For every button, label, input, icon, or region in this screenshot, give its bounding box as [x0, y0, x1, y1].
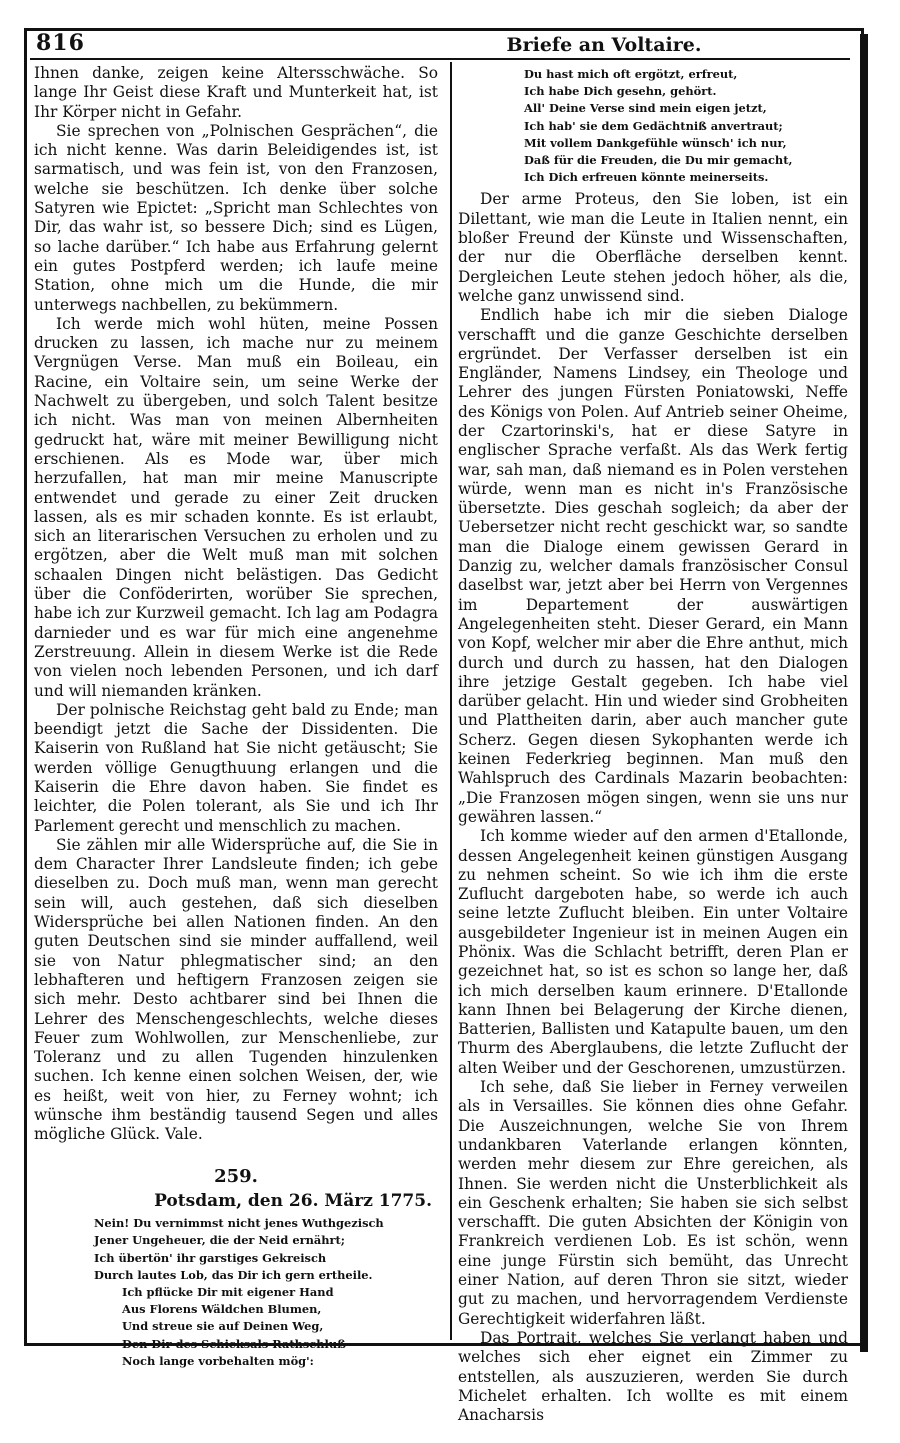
page-border-shadow — [860, 34, 868, 1352]
poem — [458, 66, 848, 186]
poem-line: Ich hab' sie dem Gedächtniß anvertraut; — [524, 118, 783, 133]
poem-line: Ich Dich erfreuen könnte meinerseits. — [524, 170, 769, 185]
poem-line: Ich habe Dich gesehn, gehört. — [524, 84, 717, 99]
column-divider — [450, 62, 452, 1340]
left-column — [34, 64, 438, 1374]
dateline: Potsdam, den 26. März 1775. — [154, 1190, 432, 1211]
poem-line: Mit vollem Dankgefühle wünsch' ich nur, — [524, 135, 787, 150]
page-header — [34, 30, 854, 56]
poem-line: All' Deine Verse sind mein eigen jetzt, — [524, 101, 767, 116]
poem-line: Ich übertön' ihr garstiges Gekreisch — [94, 1250, 327, 1265]
poem-line: Aus Florens Wäldchen Blumen, — [122, 1302, 322, 1317]
paragraph: Endlich habe ich mir die sieben Dialoge verschafft und die ganze Geschichte derselben ergründet. Der Verfasser derselben ist ein Engländer, Namens Lindsey, ein Theologe und Lehrer des jungen Fürsten Poniatowski, Neffe des Königs von Polen. Auf Antrieb seiner Oheime, der Czartorinski's, hat er diese Satyre in englischer Sprache verfaßt. Als das Werk fertig war, sah man, daß niemand es in Polen verstehen würde, wenn man es nicht in's Französische übersetzte. Dies geschah sogleich; da aber der Uebersetzer nicht recht geschickt war, so sandte man die Dialoge einem gewissen Gerard in Danzig zu, welcher damals französischer Consul daselbst war, jetzt aber bei Herrn von Vergennes im Departement der auswärtigen Angelegenheiten steht. Dieser Gerard, ein Mann von Kopf, welcher mir aber die Ehre anthut, mich durch und durch zu hassen, hat den Dialogen ihre jetzige Gestalt gegeben. Ich habe viel darüber gelacht. Hin und wieder sind Grobheiten und Plattheiten darin, aber auch mancher gute Scherz. Gegen diesen Sykophanten werde ich keinen Federkrieg beginnen. Man muß den Wahlspruch des Cardinals Mazarin beobachten: „Die Franzosen mögen singen, wenn sie uns nur gewähren lassen.“ — [458, 306, 848, 826]
header-rule — [30, 58, 850, 60]
poem-line: Jener Ungeheuer, die der Neid ernährt; — [94, 1233, 345, 1248]
poem-line: Ich pflücke Dir mit eigener Hand — [122, 1285, 334, 1300]
poem-line: Daß für die Freuden, die Du mir gemacht, — [524, 153, 793, 168]
poem-line: Den Dir des Schicksals Rathschluß — [122, 1336, 346, 1351]
running-title: Briefe an Voltaire. — [506, 34, 702, 56]
poem-line: Nein! Du vernimmst nicht jenes Wuthgezisch — [94, 1216, 384, 1231]
page-number: 816 — [36, 30, 85, 56]
poem-line: Und streue sie auf Deinen Weg, — [122, 1319, 324, 1334]
paragraph: Das Portrait, welches Sie verlangt haben und welches sich eher eignet ein Zimmer zu entstellen, als auszuzieren, werden Sie durch Michelet erhalten. Ich wollte es mit einem Anacharsis — [458, 1328, 848, 1425]
paragraph: Der arme Proteus, den Sie loben, ist ein Dilettant, wie man die Leute in Italien nennt, ein bloßer Freund der Künste und Wissenschaften, der nur die Oberfläche derselben kennt. Dergleichen Leute stehen jedoch höher, als die, welche ganz unwissend sind. — [458, 190, 848, 305]
paragraph: Ich komme wieder auf den armen d'Etallonde, dessen Angelegenheit keinen günstigen Ausgang zu nehmen scheint. So wie ich ihm die erste Zuflucht dargeboten habe, so werde ich auch seine letzte Zuflucht bleiben. Ein unter Voltaire ausgebildeter Ingenieur ist in meinen Augen ein Phönix. Was die Schlacht betrifft, deren Plan er gezeichnet hat, so ist es schon so lange her, daß ich mich derselben kaum erinnere. D'Etallonde kann Ihnen bei Belagerung der Kirche dienen, Batterien, Ballisten und Katapulte bauen, um den Thurm des Aberglaubens, die letzte Zuflucht der alten Weiber und der Geschorenen, umzustürzen. — [458, 827, 848, 1077]
paragraph: Der polnische Reichstag geht bald zu Ende; man beendigt jetzt die Sache der Dissidenten. Die Kaiserin von Rußland hat Sie nicht getäuscht; Sie werden völlige Genugthuung erlangen und die Kaiserin die Ehre davon haben. Sie findet es leichter, die Polen tolerant, als Sie und ich Ihr Parlement gerecht und menschlich zu machen. — [34, 700, 438, 835]
poem-line: Du hast mich oft ergötzt, erfreut, — [524, 67, 738, 81]
letter-number: 259. — [214, 1165, 258, 1187]
paragraph: Ihnen danke, zeigen keine Altersschwäche. So lange Ihr Geist diese Kraft und Munterkeit hat, ist Ihr Körper nicht in Gefahr. — [34, 64, 438, 121]
paragraph: Sie zählen mir alle Widersprüche auf, die Sie in dem Character Ihrer Landsleute finden; ich gebe dieselben zu. Doch muß man, wenn man gerecht sein will, auch gestehen, daß sich dieselben Widersprüche bei allen Nationen finden. An den guten Deutschen sind sie minder auffallend, weil sie von Natur phlegmatischer sind; an den lebhafteren und heftigern Franzosen zeigen sie sich mehr. Desto achtbarer sind bei Ihnen die Lehrer des Menschengeschlechts, welche dieses Feuer zum Wohlwollen, zur Menschenliebe, zur Toleranz und zu allen Tugenden hinzulenken suchen. Ich kenne einen solchen Weisen, der, wie es heißt, weit von hier, zu Ferney wohnt; ich wünsche ihm beständig tausend Segen und alles mögliche Glück. Vale. — [34, 835, 438, 1144]
poem — [34, 1215, 438, 1370]
paragraph: Ich werde mich wohl hüten, meine Possen drucken zu lassen, ich mache nur zu meinem Vergnügen Verse. Man muß ein Boileau, ein Racine, ein Voltaire sein, um seine Werke der Nachwelt zu übergeben, und solch Talent besitze ich nicht. Was man von meinen Albernheiten gedruckt hat, wäre mit meiner Bewilligung nicht erschienen. Als es Mode war, über mich herzufallen, hat man mir meine Manuscripte entwendet und gerade zu einer Zeit drucken lassen, als es mir schaden konnte. Es ist erlaubt, sich an literarischen Versuchen zu erholen und zu ergötzen, aber die Welt muß man mit solchen schaalen Dingen nicht belästigen. Das Gedicht über die Conföderirten, worüber Sie sprechen, habe ich zur Kurzweil gemacht. Ich lag am Podagra darnieder und es war für mich eine angenehme Zerstreuung. Allein in diesem Werke ist die Rede von vielen noch lebenden Personen, und ich darf und will niemanden kränken. — [34, 314, 438, 700]
paragraph: Sie sprechen von „Polnischen Gesprächen“, die ich nicht kenne. Was darin Beleidigendes ist, ist sarmatisch, und was fein ist, von den Franzosen, welche sie beschützen. Ich denke über solche Satyren wie Epictet: „Spricht man Schlechtes von Dir, das wahr ist, so bessere Dich; sind es Lügen, so lache darüber.“ Ich habe aus Erfahrung gelernt ein gutes Postpferd werden; ich laufe meine Station, ohne mich um die Hunde, die mir unterwegs nachbellen, zu bekümmern. — [34, 121, 438, 314]
paragraph: Ich sehe, daß Sie lieber in Ferney verweilen als in Versailles. Sie können dies ohne Gefahr. Die Auszeichnungen, welche Sie von Ihrem undankbaren Vaterlande erlangen könnten, werden mehr diesem zur Ehre gereichen, als Ihnen. Sie werden nicht die Unsterblichkeit als ein Geschenk erhalten; Sie haben sie sich selbst verschafft. Die guten Absichten der Königin von Frankreich verdienen Lob. Es ist schön, wenn eine junge Fürstin sich bemüht, das Unrecht einer Nation, auf deren Thron sie sitzt, wieder gut zu machen, und hervorragendem Verdienste Gerechtigkeit widerfahren läßt. — [458, 1078, 848, 1328]
poem-line: Noch lange vorbehalten mög': — [122, 1353, 314, 1368]
poem-line: Durch lautes Lob, das Dir ich gern ertheile. — [94, 1267, 373, 1282]
right-column — [458, 64, 848, 1425]
